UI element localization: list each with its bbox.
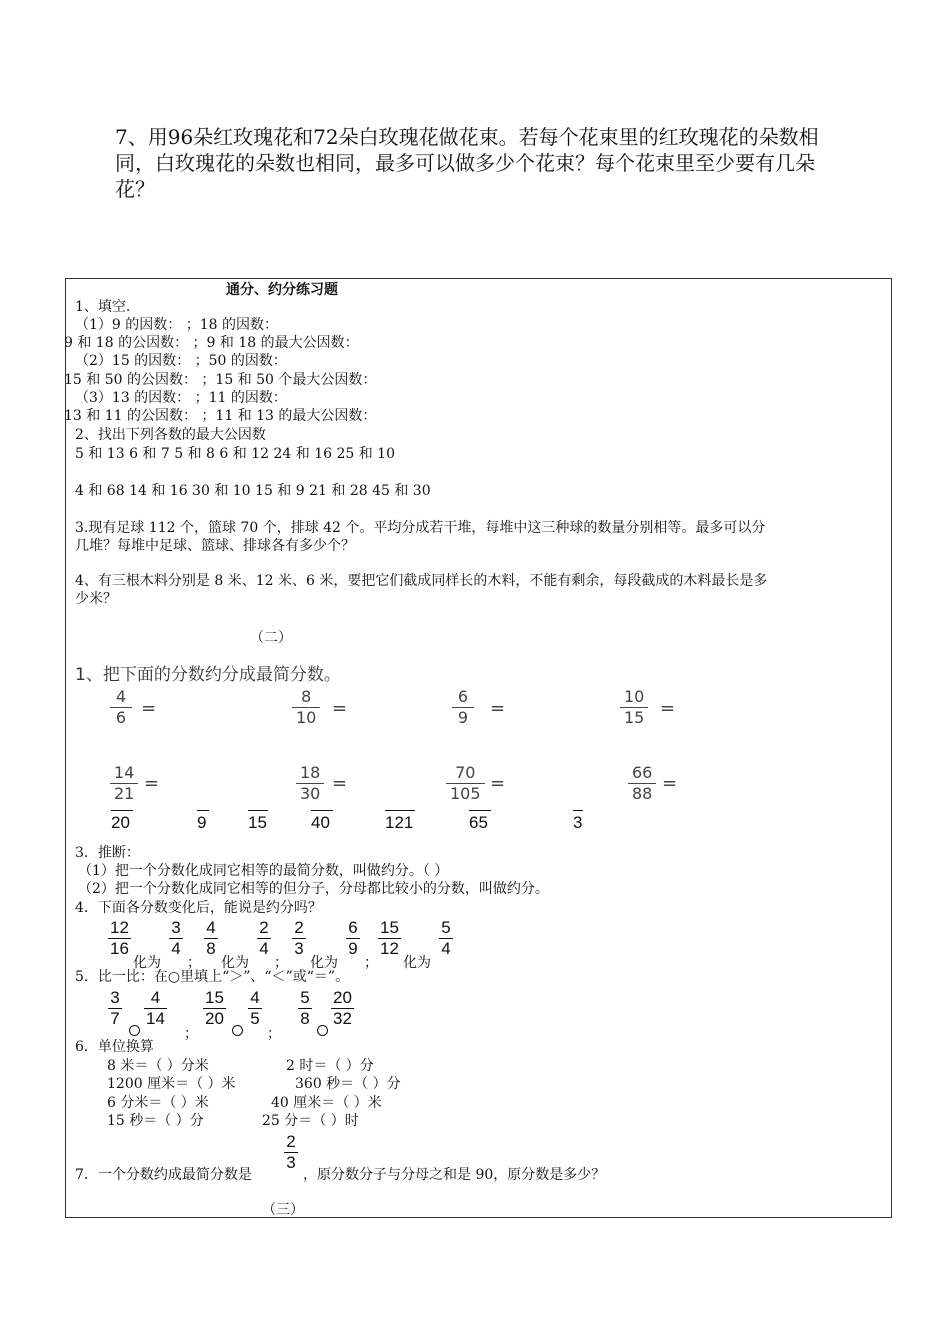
separator: ； — [187, 955, 201, 971]
fraction: 8 10 — [292, 687, 320, 728]
fill-line: 15 和 50 的公因数： ；15 和 50 个最大公因数： — [64, 372, 377, 388]
fill-line: （1）9 的因数： ；18 的因数： — [75, 317, 278, 333]
equals-sign: = — [144, 773, 160, 794]
gcf-heading: 2、找出下列各数的最大公因数 — [75, 427, 266, 443]
wood-question-line: 4、有三根木料分别是 8 米、12 米、6 米，要把它们截成同样长的木料，不能有剩余，每段截成的木料最长是多 — [75, 573, 768, 589]
section-2-label: （二） — [250, 630, 292, 646]
fraction: 15 12 — [380, 918, 399, 958]
section-3-label: （三） — [262, 1202, 304, 1218]
unit-conversion: 15 秒＝（ ）分 — [107, 1113, 204, 1129]
fraction: 10 15 — [620, 687, 648, 728]
q7-text-start: 7．一个分数约成最简分数是 — [75, 1167, 252, 1183]
unit-conversion: 2 时＝（ ）分 — [286, 1058, 374, 1074]
cut-fraction: 65 — [469, 810, 491, 833]
fraction: 70 105 — [446, 763, 485, 804]
fraction: 12 16 — [110, 918, 129, 958]
fill-line: 13 和 11 的公因数： ；11 和 13 的最大公因数： — [64, 408, 377, 424]
fill-blank-heading: 1、填空. — [75, 299, 131, 315]
wood-question-line: 少米？ — [75, 591, 117, 607]
fraction: 2 3 — [292, 918, 306, 959]
simplify-title: 1、把下面的分数约分成最简分数。 — [75, 665, 341, 685]
equals-sign: = — [490, 698, 506, 719]
judge-heading: 3．推断： — [75, 845, 140, 861]
q6-heading: 6．单位换算 — [75, 1039, 154, 1055]
fraction: 4 6 — [110, 687, 132, 728]
cut-fraction: 20 — [111, 810, 133, 833]
fraction: 4 14 — [146, 988, 165, 1028]
separator: ； — [267, 1026, 281, 1042]
fraction: 6 9 — [346, 918, 360, 959]
fill-line: （3）13 的因数： ；11 的因数： — [75, 390, 287, 406]
cut-fraction: 15 — [248, 810, 268, 833]
fraction: 14 21 — [110, 763, 138, 804]
top-question-7: 7、用96朵红玫瑰花和72朵白玫瑰花做花束。若每个花束里的红玫瑰花的朵数相同，白玫瑰花的朵数也相同，最多可以做多少个花束？每个花束里至少要有几朵花？ — [115, 125, 819, 201]
ball-question-line: 几堆？每堆中足球、篮球、排球各有多少个？ — [75, 538, 355, 554]
compare-circle[interactable] — [317, 1023, 328, 1039]
cut-fraction: 40 — [311, 810, 333, 833]
convert-word: 化为 — [403, 955, 431, 971]
separator: ； — [274, 955, 288, 971]
fraction: 3 4 — [169, 918, 183, 959]
convert-word: 化为 — [310, 955, 338, 971]
ball-question-line: 3.现有足球 112 个，篮球 70 个，排球 42 个。平均分成若干堆，每堆中这三种球的数量分别相等。最多可以分 — [75, 520, 766, 536]
fraction: 20 32 — [333, 988, 352, 1028]
worksheet-box — [65, 278, 892, 1218]
fill-line: （2）15 的因数： ；50 的因数： — [75, 353, 287, 369]
cut-fraction: 3 — [573, 810, 583, 833]
fraction: 4 8 — [204, 918, 218, 959]
equals-sign: = — [332, 698, 348, 719]
judge-item-1: （1）把一个分数化成同它相等的最简分数，叫做约分。（ ） — [78, 863, 449, 879]
cut-fraction: 121 — [385, 810, 415, 833]
convert-word: 化为 — [221, 955, 249, 971]
fraction: 18 30 — [296, 763, 324, 804]
equals-sign: = — [660, 698, 676, 719]
unit-conversion: 40 厘米＝（ ）米 — [271, 1095, 382, 1111]
convert-word: 化为 — [133, 955, 161, 971]
q4-heading: 4．下面各分数变化后，能说是约分吗？ — [75, 900, 322, 916]
fraction: 66 88 — [628, 763, 656, 804]
judge-item-2: （2）把一个分数化成同它相等的但分子，分母都比较小的分数，叫做约分。 — [78, 881, 549, 897]
unit-conversion: 360 秒＝（ ）分 — [295, 1076, 401, 1092]
compare-circle[interactable] — [232, 1023, 243, 1039]
compare-circle[interactable] — [129, 1023, 140, 1039]
unit-conversion: 8 米＝（ ）分米 — [107, 1058, 209, 1074]
fraction: 5 8 — [298, 988, 312, 1029]
fraction: 15 20 — [205, 988, 224, 1028]
fraction: 2 3 — [284, 1132, 298, 1173]
equals-sign: = — [141, 698, 157, 719]
gcf-row-2: 4 和 68 14 和 16 30 和 10 15 和 9 21 和 28 45 和 30 — [75, 483, 431, 499]
cut-fraction: 9 — [197, 810, 209, 833]
separator: ； — [184, 1026, 198, 1042]
fraction: 2 4 — [257, 918, 271, 959]
fraction: 3 7 — [108, 988, 122, 1029]
fraction: 6 9 — [452, 687, 474, 728]
unit-conversion: 25 分＝（ ）时 — [262, 1113, 359, 1129]
q5-heading: 5．比一比：在○里填上“＞”、“＜”或“＝”。 — [75, 969, 350, 985]
fraction: 4 5 — [248, 988, 262, 1029]
unit-conversion: 6 分米＝（ ）米 — [107, 1095, 209, 1111]
equals-sign: = — [490, 773, 506, 794]
unit-conversion: 1200 厘米＝（ ）米 — [107, 1076, 236, 1092]
separator: ； — [364, 955, 378, 971]
fraction: 5 4 — [439, 918, 453, 959]
worksheet-title: 通分、约分练习题 — [226, 282, 338, 298]
gcf-row-1: 5 和 13 6 和 7 5 和 8 6 和 12 24 和 16 25 和 10 — [75, 446, 395, 462]
q7-text-end: ，原分数分子与分母之和是 90，原分数是多少？ — [303, 1167, 606, 1183]
fill-line: 9 和 18 的公因数： ；9 和 18 的最大公因数： — [64, 335, 359, 351]
equals-sign: = — [662, 773, 678, 794]
equals-sign: = — [332, 773, 348, 794]
